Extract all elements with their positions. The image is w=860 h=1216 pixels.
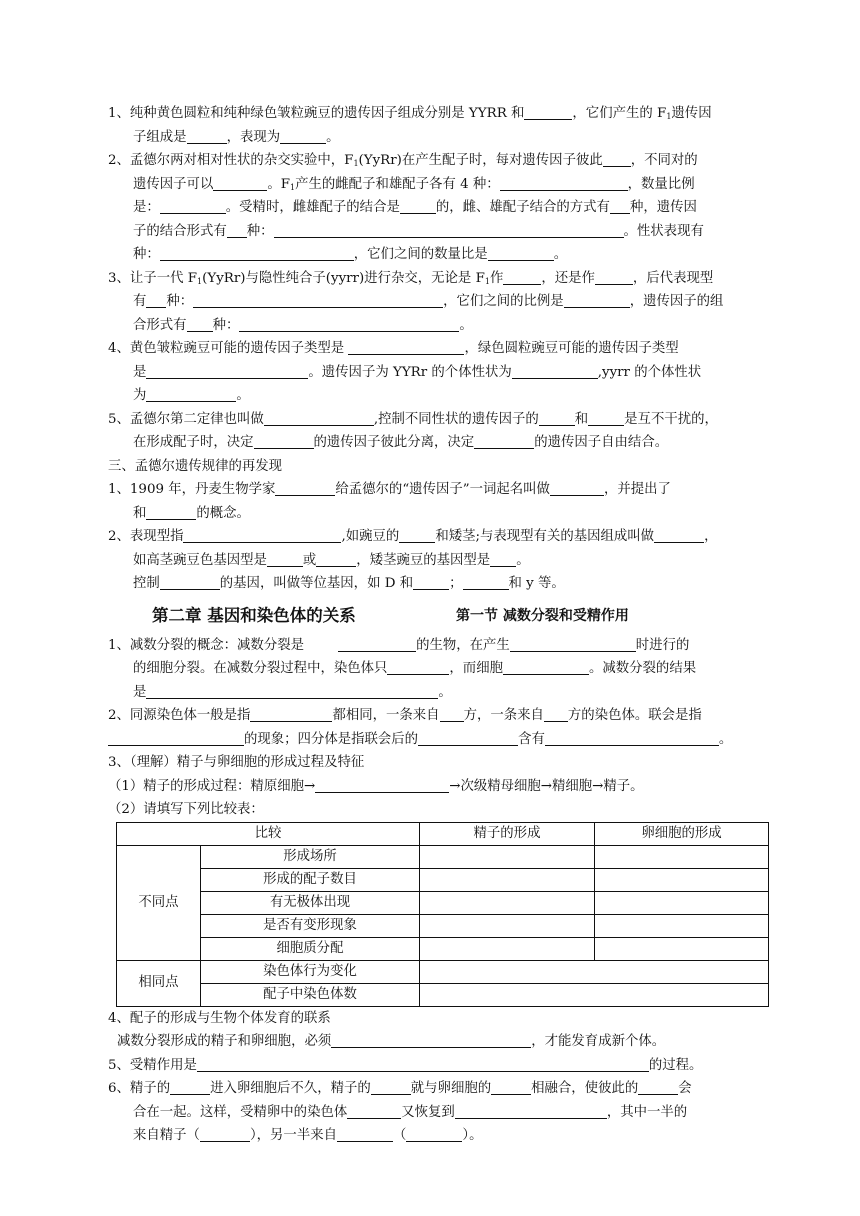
text: 合形式有 (133, 317, 187, 333)
blank[interactable] (564, 293, 630, 308)
text: 的概念。 (196, 505, 250, 521)
text: ，它们产生的 F (572, 106, 667, 121)
text: 的遗传因子自由结合。 (534, 435, 669, 450)
blank[interactable] (331, 1033, 531, 1048)
text: 子组成是 (133, 129, 187, 145)
blank[interactable] (413, 575, 449, 590)
group-same: 相同点 (117, 960, 201, 1006)
text: ， (704, 529, 718, 544)
header-egg: 卵细胞的形成 (595, 822, 769, 845)
text: 相融合，使彼此的 (531, 1081, 639, 1096)
text: 6、精子的 (108, 1081, 171, 1096)
blank[interactable] (146, 364, 308, 379)
chapter-heading (122, 598, 782, 634)
table-row (117, 914, 769, 937)
answer-cell[interactable] (595, 937, 769, 960)
table-row (117, 822, 769, 845)
text: ，它们之间的数量比是 (353, 247, 488, 262)
table-row (117, 937, 769, 960)
text: 。 (438, 684, 452, 700)
text: 是互不干扰的， (624, 411, 718, 427)
row-label: 配子中染色体数 (201, 983, 420, 1006)
meiosis-1 (108, 634, 782, 705)
text: ，遗传因子的组 (629, 294, 724, 309)
text: 种： (212, 317, 240, 333)
blank[interactable] (503, 660, 589, 675)
meiosis-3 (108, 751, 782, 822)
blank[interactable] (463, 575, 509, 590)
text: 会 (678, 1081, 692, 1096)
blank[interactable] (348, 340, 464, 355)
table-row (117, 868, 769, 891)
text: ），另一半来自 (249, 1128, 337, 1143)
text: 和 y 等。 (508, 576, 565, 591)
row-label: 形成场所 (201, 845, 420, 868)
blank[interactable] (254, 434, 314, 449)
text: 和矮茎;与表现型有关的基因组成叫做 (435, 529, 655, 544)
text: 2、孟德尔两对相对性状的杂交实验中，F (108, 153, 354, 168)
text: 含有 (518, 731, 545, 747)
blank[interactable] (200, 1127, 250, 1142)
question-1 (108, 102, 782, 149)
blank[interactable] (490, 552, 516, 567)
answer-cell[interactable] (420, 983, 769, 1006)
rediscovery-2 (108, 525, 782, 596)
question-2 (108, 149, 782, 267)
text: ，还是作 (541, 270, 595, 286)
text: 的细胞分裂。在减数分裂过程中，染色体只 (133, 661, 388, 676)
blank[interactable] (503, 270, 541, 285)
row-label: 形成的配子数目 (201, 868, 420, 891)
text: 作 (489, 270, 504, 286)
text: 种，遗传因 (629, 200, 697, 215)
header-compare: 比较 (117, 822, 420, 845)
text: 方，一条来自 (463, 708, 544, 723)
blank[interactable] (187, 317, 213, 332)
blank[interactable] (213, 176, 267, 191)
meiosis-2 (108, 704, 782, 751)
text: ，数量比例 (627, 176, 695, 192)
blank[interactable] (595, 270, 633, 285)
answer-cell[interactable] (420, 937, 595, 960)
blank[interactable] (638, 1080, 678, 1095)
text: 控制 (133, 576, 160, 591)
text: 的生物，在产生 (416, 637, 510, 653)
blank[interactable] (183, 528, 341, 543)
blank[interactable] (510, 637, 636, 652)
text: 是 (133, 684, 147, 700)
worksheet-content (108, 102, 782, 1148)
blank[interactable] (544, 707, 568, 722)
text: 合在一起。这样，受精卵中的染色体 (133, 1104, 348, 1120)
blank[interactable] (588, 411, 624, 426)
answer-cell[interactable] (420, 914, 595, 937)
blank[interactable] (400, 199, 436, 214)
blank[interactable] (274, 223, 624, 238)
header-sperm: 精子的形成 (420, 822, 595, 845)
blank[interactable] (387, 660, 449, 675)
row-label: 有无极体出现 (201, 891, 420, 914)
blank[interactable] (440, 707, 464, 722)
text: 的现象；四分体是指联会后的 (244, 731, 419, 747)
blank[interactable] (545, 731, 719, 746)
text: 1、纯种黄色圆粒和纯种绿色皱粒豌豆的遗传因子组成分别是 YYRR 和 (108, 106, 525, 121)
blank[interactable] (146, 684, 438, 699)
subscript: 1 (666, 112, 672, 121)
subscript: 1 (290, 182, 296, 192)
text: ,控制不同性状的遗传因子的 (373, 411, 539, 427)
text: 为 (133, 388, 147, 403)
text: ，才能发育成新个体。 (531, 1034, 666, 1049)
text: →次级精母细胞→精细胞→精子。 (449, 778, 644, 794)
row-label: 是否有变形现象 (201, 914, 420, 937)
text: 时进行的 (635, 637, 690, 653)
text: ，不同对的 (630, 153, 698, 168)
blank[interactable] (399, 528, 435, 543)
blank[interactable] (539, 411, 575, 426)
blank[interactable] (337, 1127, 393, 1142)
blank[interactable] (146, 387, 236, 402)
text: 是： (133, 200, 160, 215)
text: ，并提出了 (603, 482, 671, 497)
text: 种： (166, 294, 194, 309)
meiosis-6 (108, 1077, 782, 1148)
text: 的，雌、雄配子结合的方式有 (435, 200, 610, 215)
subscript: 1 (484, 276, 490, 286)
answer-cell[interactable] (595, 868, 769, 891)
answer-cell[interactable] (420, 891, 595, 914)
text: 和 (574, 411, 589, 427)
rediscovery-1 (108, 478, 782, 525)
blank[interactable] (610, 199, 630, 214)
table-row (117, 983, 769, 1006)
blank[interactable] (250, 707, 332, 722)
text: 2、同源染色体一般是指 (108, 708, 251, 723)
meiosis-5 (108, 1054, 782, 1078)
text: 方的染色体。联会是指 (567, 708, 702, 723)
blank[interactable] (160, 246, 354, 261)
text: 。F (267, 176, 291, 192)
text: 4、黄色皱粒豌豆可能的遗传因子类型是 (108, 341, 345, 356)
text: 1、1909 年，丹麦生物学家 (108, 482, 276, 497)
text: 5、孟德尔第二定律也叫做 (108, 411, 264, 427)
blank[interactable] (371, 1080, 411, 1095)
subscript: 1 (353, 159, 359, 168)
text: 来自精子（ (133, 1128, 200, 1143)
row-label: 染色体行为变化 (201, 960, 420, 983)
text: 。 (459, 317, 473, 333)
text: （1）精子的形成过程：精原细胞→ (108, 778, 316, 794)
answer-cell[interactable] (595, 914, 769, 937)
chapter-title: 第二章 基因和染色体的关系 (152, 605, 356, 625)
blank[interactable] (550, 481, 604, 496)
text: 在形成配子时，决定 (133, 435, 254, 450)
blank[interactable] (603, 152, 631, 167)
text: 5、受精作用是 (108, 1057, 197, 1073)
text: 减数分裂形成的精子和卵细胞，必须 (117, 1034, 332, 1049)
blank[interactable] (108, 731, 244, 746)
question-5 (108, 408, 782, 455)
text: 的基因，叫做等位基因，如 D 和 (219, 576, 414, 591)
text: 和 (133, 505, 147, 521)
blank[interactable] (455, 1104, 607, 1119)
blank[interactable] (239, 317, 459, 332)
text: 。 (718, 731, 733, 747)
blank[interactable] (500, 176, 628, 191)
blank[interactable] (193, 293, 443, 308)
text: ）。 (462, 1128, 483, 1143)
blank[interactable] (170, 1080, 210, 1095)
text: 3、让子一代 F (108, 270, 198, 286)
text: （ (393, 1128, 407, 1143)
text: ,yyrr 的个体性状 (597, 364, 702, 380)
text: ，而细胞 (449, 661, 503, 676)
text: (YyRr)与隐性纯合子(yyrr)进行杂交，无论是 F (202, 270, 485, 286)
blank[interactable] (197, 1057, 649, 1072)
text: （2）请填写下列比较表： (108, 802, 264, 817)
text: ，表现为 (226, 129, 281, 145)
blank[interactable] (187, 129, 227, 144)
text: (YyRr)在产生配子时，每对遗传因子彼此 (358, 153, 603, 168)
text: 就与卵细胞的 (410, 1081, 492, 1096)
blank[interactable] (146, 505, 196, 520)
text: ； (449, 576, 463, 591)
text: 2、表现型指 (108, 529, 184, 544)
answer-cell[interactable] (420, 960, 769, 983)
text: ，矮茎豌豆的基因型是 (356, 552, 491, 568)
blank[interactable] (315, 778, 449, 793)
question-3 (108, 267, 782, 338)
blank[interactable] (275, 481, 335, 496)
section-3-title: 三、孟德尔遗传规律的再发现 (108, 458, 283, 474)
text: 又恢复到 (401, 1104, 455, 1120)
text: 遗传因子可以 (133, 176, 214, 192)
text: 有 (133, 294, 147, 309)
text: 。遗传因子为 YYRr 的个体性状为 (308, 364, 512, 380)
text: 遗传因 (671, 106, 712, 121)
text: 是 (133, 364, 147, 380)
text: 的遗传因子彼此分离，决定 (313, 435, 475, 450)
answer-cell[interactable] (595, 891, 769, 914)
text: 的过程。 (648, 1057, 703, 1073)
answer-cell[interactable] (420, 845, 595, 868)
blank[interactable] (654, 528, 704, 543)
text: ，后代表现型 (632, 270, 714, 286)
blank[interactable] (160, 575, 220, 590)
blank[interactable] (524, 105, 572, 120)
text: 4、配子的形成与生物个体发育的联系 (108, 1010, 331, 1026)
text: 种： (246, 223, 274, 239)
meiosis-4 (108, 1007, 782, 1054)
blank[interactable] (280, 129, 326, 144)
text: 进入卵细胞后不久，精子的 (210, 1081, 371, 1096)
text: 都相同，一条来自 (332, 708, 440, 723)
text: 。减数分裂的结果 (588, 661, 697, 676)
text: 3、（理解）精子与卵细胞的形成过程及特征 (108, 755, 365, 770)
blank[interactable] (347, 1104, 401, 1119)
blank[interactable] (406, 1127, 462, 1142)
text: ，它们之间的比例是 (443, 294, 564, 309)
text: 子的结合形式有 (133, 223, 227, 239)
blank[interactable] (491, 1080, 531, 1095)
text: 。 (516, 552, 530, 568)
blank[interactable] (227, 223, 247, 238)
text: 或 (302, 552, 317, 568)
text: 产生的雌配子和雄配子各有 4 种： (295, 176, 500, 192)
text: 。 (553, 247, 568, 262)
table-row (117, 960, 769, 983)
blank[interactable] (160, 199, 226, 214)
blank[interactable] (146, 293, 166, 308)
text: ,如豌豆的 (341, 529, 400, 544)
blank[interactable] (264, 411, 374, 426)
text: 给孟德尔的“遗传因子”一词起名叫做 (335, 482, 550, 497)
text: ，其中一半的 (606, 1104, 688, 1120)
blank[interactable] (338, 637, 416, 652)
section-title: 第一节 减数分裂和受精作用 (456, 607, 629, 624)
blank[interactable] (267, 552, 303, 567)
comparison-table (116, 822, 769, 1007)
row-label: 细胞质分配 (201, 937, 420, 960)
text: ，绿色圆粒豌豆可能的遗传因子类型 (464, 341, 679, 356)
subscript: 1 (197, 276, 203, 286)
text: 。 (236, 388, 250, 403)
blank[interactable] (512, 364, 598, 379)
blank[interactable] (488, 246, 554, 261)
group-diff: 不同点 (117, 845, 201, 960)
text: 1、减数分裂的概念：减数分裂是 (108, 637, 304, 653)
text: 种： (133, 247, 160, 262)
table-row (117, 845, 769, 868)
blank[interactable] (418, 731, 518, 746)
text: 。受精时，雌雄配子的结合是 (225, 200, 400, 215)
table-row (117, 891, 769, 914)
blank[interactable] (474, 434, 534, 449)
text: 。性状表现有 (623, 223, 704, 239)
text: 如高茎豌豆色基因型是 (133, 552, 267, 568)
question-4 (108, 337, 782, 408)
blank[interactable] (316, 552, 356, 567)
text: 。 (326, 129, 340, 145)
answer-cell[interactable] (595, 845, 769, 868)
answer-cell[interactable] (420, 868, 595, 891)
